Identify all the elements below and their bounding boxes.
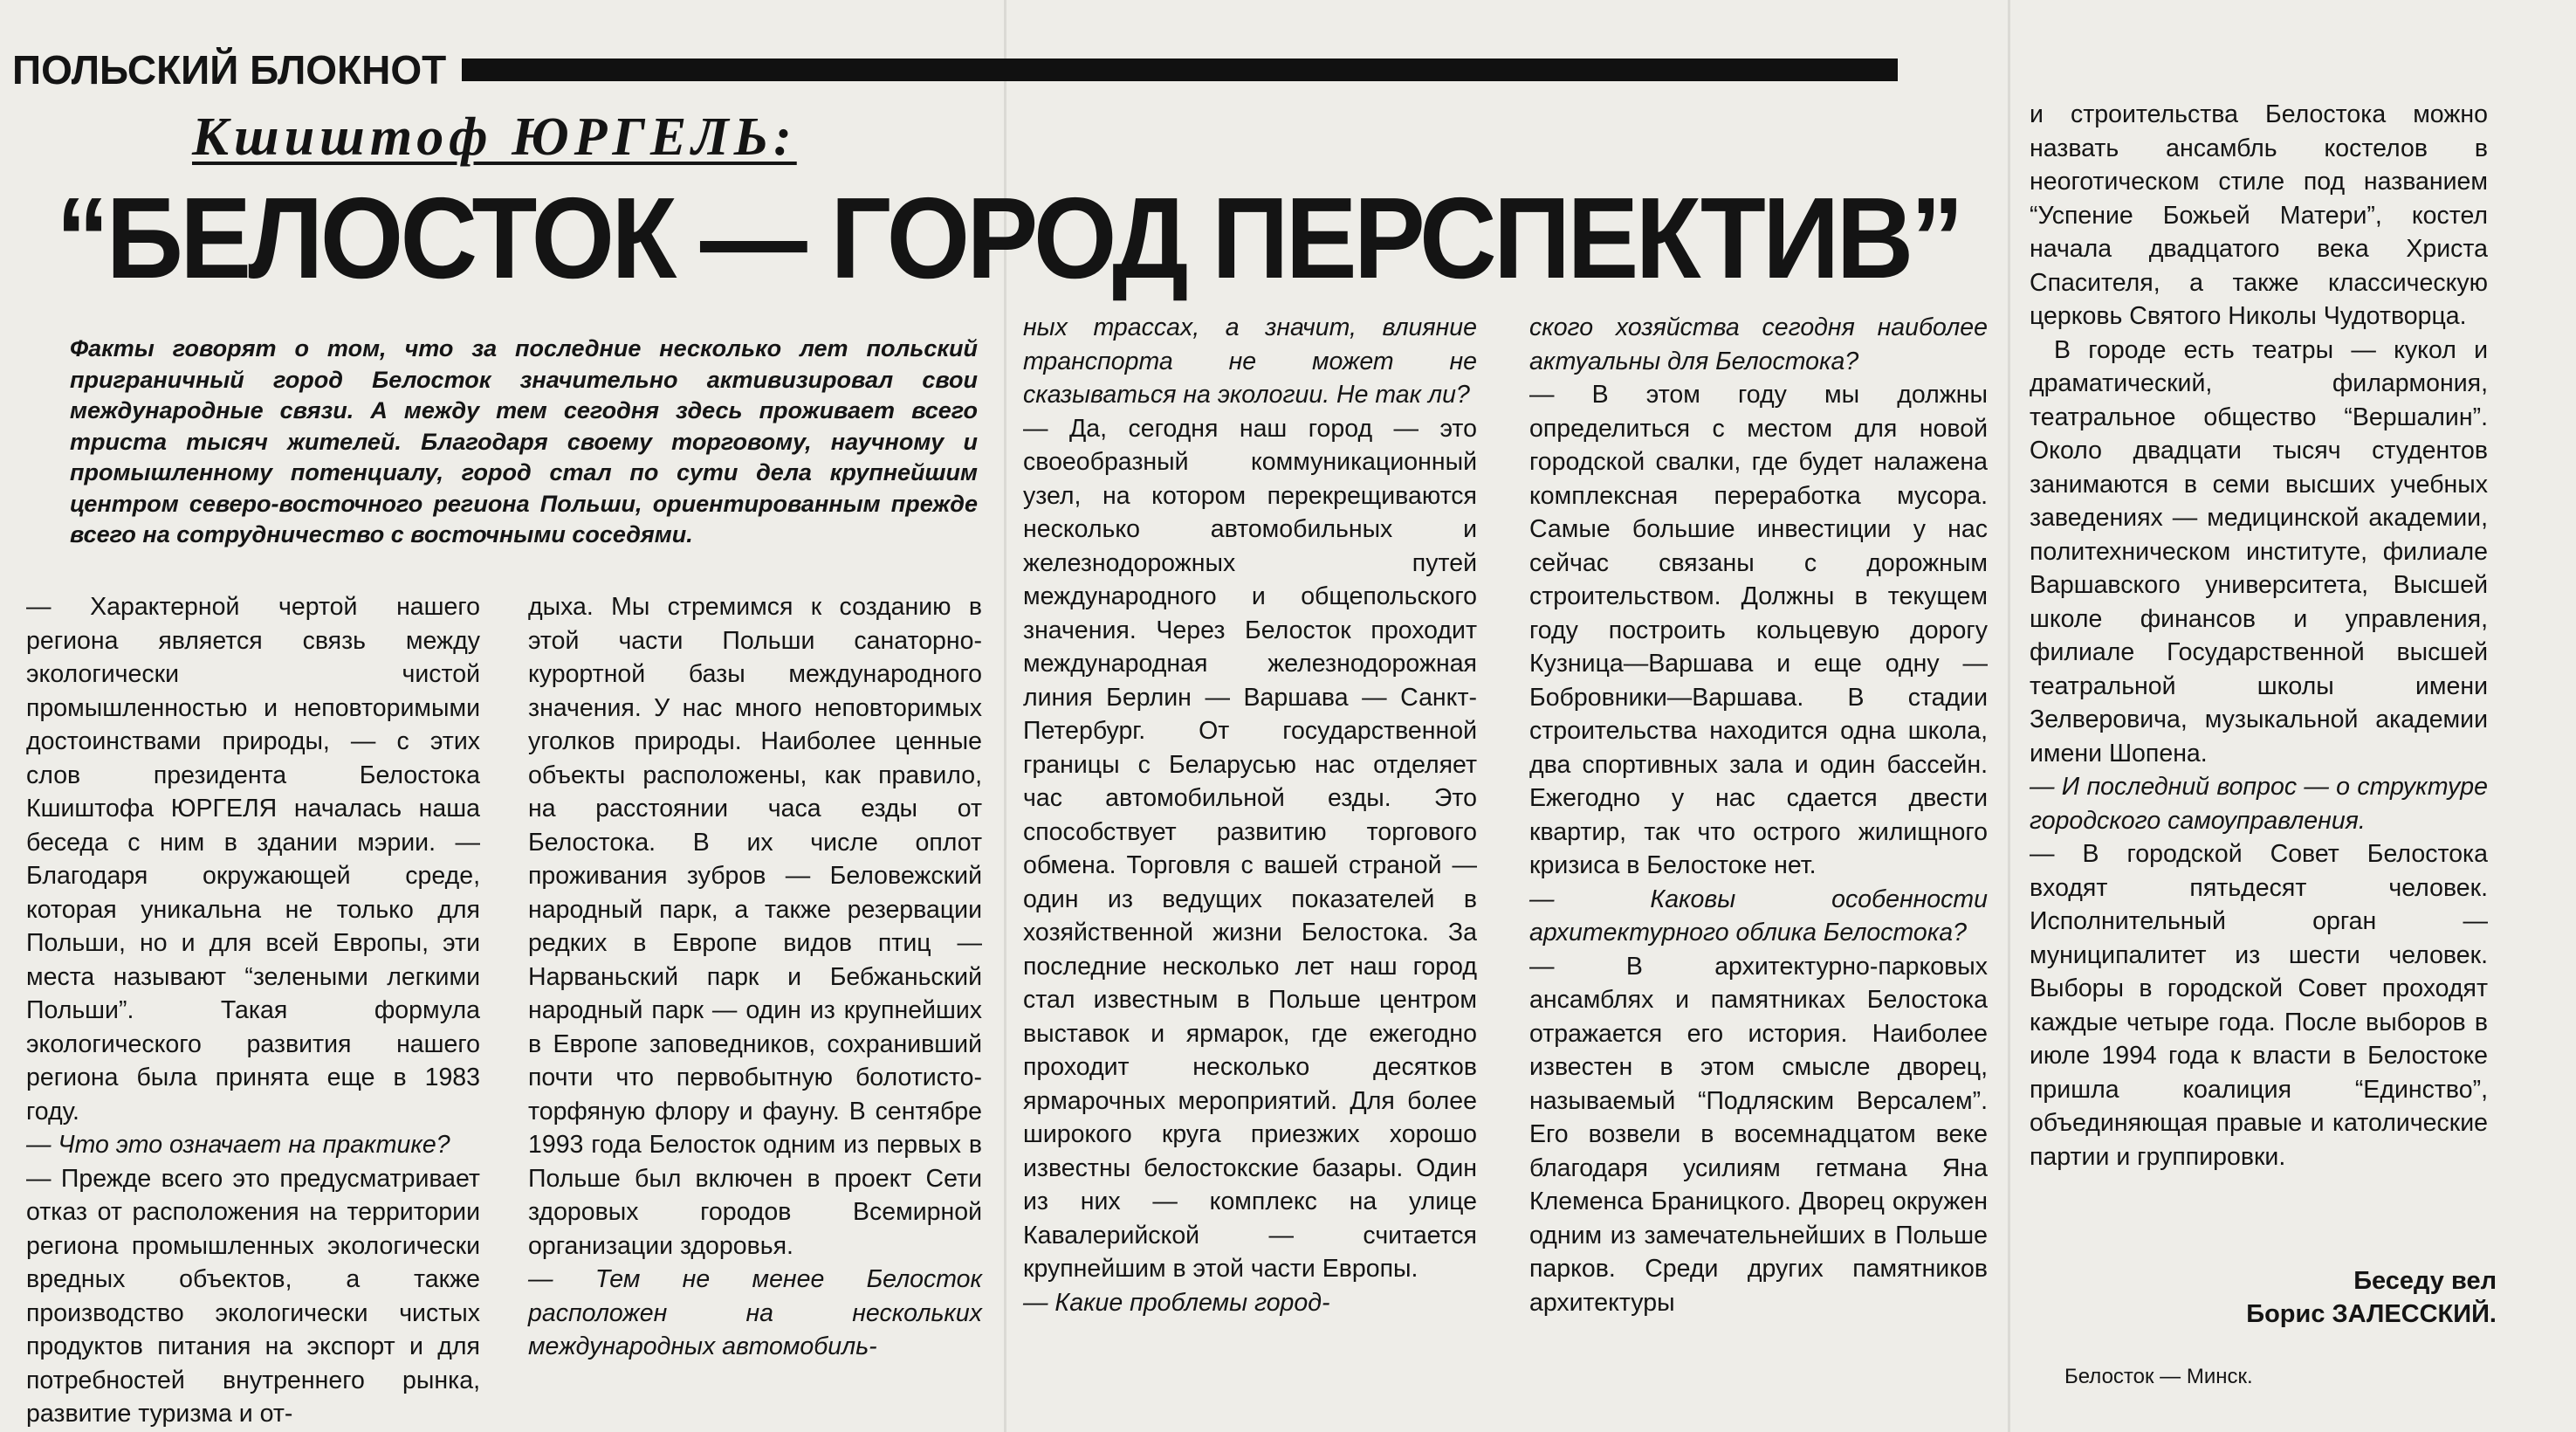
article-column-1 bbox=[26, 590, 480, 1431]
paragraph: — Характерной чертой нашего региона является связь между экологически чистой промышленностью и неповторимыми достоинствами природы, — с этих слов президента Белостока Кшиштофа ЮРГЕЛЯ началась наша беседа с ним в здании мэрии. — Благодаря окружающей среде, которая уникальна не только для Польши, но и для всей Европы, эти места называют “зелеными легкими Польши”. Такая формула экологического развития нашего региона была принята еще в 1983 году. bbox=[26, 593, 480, 1126]
rubric-bar bbox=[12, 44, 1898, 96]
interviewer-signoff bbox=[2165, 1264, 2497, 1331]
lead-paragraph: Факты говорят о том, что за последние несколько лет польский приграничный город Белосток значительно активизировал свои международные связи. А между тем сегодня здесь проживает всего триста тысяч жителей. Благодаря своему торговому, научному и промышленному потенциалу, город стал по сути дела крупнейшим центром северо-восточного региона Польши, ориентированным прежде всего на сотрудничество с восточными соседями. bbox=[70, 335, 978, 547]
article-column-2 bbox=[528, 590, 982, 1364]
dateline: Белосток — Минск. bbox=[2064, 1365, 2253, 1388]
question: — Каковы особенности архитектурного облика Белостока? bbox=[1529, 885, 1988, 947]
rubric-title: ПОЛЬСКИЙ БЛОКНОТ bbox=[12, 47, 447, 93]
question: — И последний вопрос — о структуре городского самоуправления. bbox=[2030, 773, 2488, 835]
article-column-4 bbox=[1529, 311, 1988, 1319]
signoff-line: Беседу вел bbox=[2353, 1267, 2497, 1295]
question: ных трассах, а значит, влияние транспорта не может не сказываться на экологии. Не так ли? bbox=[1023, 313, 1477, 409]
article-column-3 bbox=[1023, 311, 1477, 1319]
paragraph: — Прежде всего это предусматривает отказ от расположения на территории региона промышленных экологически вредных объектов, а также производство экологически чистых продуктов питания на экспорт и для потребностей внутреннего рынка, развитие туризма и от- bbox=[26, 1164, 480, 1428]
question: ского хозяйства сегодня наиболее актуальны для Белостока? bbox=[1529, 313, 1988, 375]
article-column-5 bbox=[2030, 98, 2488, 1174]
byline: Кшиштоф ЮРГЕЛЬ: bbox=[192, 107, 797, 167]
paragraph: — В городской Совет Белостока входят пятьдесят человек. Исполнительный орган — муниципалитет из шести человек. Выборы в городской Совет проходят каждые четыре года. После выборов в июле 1994 года к власти в Белостоке пришла коалиция “Единство”, объединяющая правые и католические партии и группировки. bbox=[2030, 840, 2488, 1171]
paragraph: — В архитектурно-парковых ансамблях и памятниках Белостока отражается его история. Наиболее известен в этом смысле дворец, называемый “Подляским Версалем”. Его возвели в восемнадцатом веке благодаря усилиям гетмана Яна Клеменса Браницкого. Дворец окружен одним из замечательнейших в Польше парков. Среди других памятников архитектуры bbox=[1529, 952, 1988, 1317]
rubric-rule bbox=[462, 59, 1898, 81]
question: — Какие проблемы город- bbox=[1023, 1288, 1330, 1317]
paragraph: дыха. Мы стремимся к созданию в этой части Польши санаторно-курортной базы международного значения. У нас много неповторимых уголков природы. Наиболее ценные объекты расположены, как правило, на расстоянии часа езды от Белостока. В их числе оплот проживания зубров — Беловежский народный парк, а также резервации редких в Европе видов птиц — Нарваньский парк и Бебжаньский народный парк — один из крупнейших в Европе заповедников, сохранивший почти что первобытную болотисто-торфяную флору и фауну. В сентябре 1993 года Белосток одним из первых в Польше был включен в проект Сети здоровых городов Всемирной организации здоровья. bbox=[528, 593, 982, 1260]
interviewer-name: Борис ЗАЛЕССКИЙ. bbox=[2246, 1300, 2497, 1328]
paragraph: — Да, сегодня наш город — это своеобразный коммуникационный узел, на котором перекрещиваются несколько автомобильных и железнодорожных путей международного и общепольского значения. Через Белосток проходит международная железнодорожная линия Берлин — Варшава — Санкт-Петербург. От государственной границы с Беларусью нас отделяет час автомобильной езды. Это способствует развитию торгового обмена. Торговля с вашей страной — один из ведущих показателей в хозяйственной жизни Белостока. За последние несколько лет наш город стал известным в Польше центром выставок и ярмарок, где ежегодно проходит несколько десятков ярмарочных мероприятий. Для более широкого круга приезжих хорошо известны белостокские базары. Один из них — комплекс на улице Кавалерийской — считается крупнейшим в этой части Европы. bbox=[1023, 414, 1477, 1283]
fold-crease bbox=[2008, 0, 2010, 1432]
question: — Что это означает на практике? bbox=[26, 1131, 450, 1159]
paragraph: — В этом году мы должны определиться с местом для новой городской свалки, где будет налажена комплексная переработка мусора. Самые большие инвестиции у нас сейчас связаны с дорожным строительством. Должны в текущем году построить кольцевую дорогу Кузница—Варшава и еще одну — Бобровники—Варшава. В стадии строительства находится одна школа, два спортивных зала и один бассейн. Ежегодно у нас сдается двести квартир, так что острого жилищного кризиса в Белостоке нет. bbox=[1529, 381, 1988, 879]
paragraph: В городе есть театры — кукол и драматический, филармония, театральное общество “Вершалин”. Около двадцати тысяч студентов занимаются в семи высших учебных заведениях — медицинской академии, политехническом институте, филиале Варшавского университета, Высшей школе финансов и управления, филиале Государственной высшей театральной школы имени Зелверовича, музыкальной академии имени Шопена. bbox=[2030, 335, 2488, 768]
question: — Тем не менее Белосток расположен на нескольких международных автомобиль- bbox=[528, 1265, 982, 1360]
paragraph: и строительства Белостока можно назвать ансамбль костелов в неоготическом стиле под названием “Успение Божьей Матери”, костел начала двадцатого века Христа Спасителя, а также классическую церковь Святого Николы Чудотворца. bbox=[2030, 100, 2488, 330]
headline: “БЕЛОСТОК — ГОРОД ПЕРСПЕКТИВ” bbox=[56, 174, 1961, 302]
